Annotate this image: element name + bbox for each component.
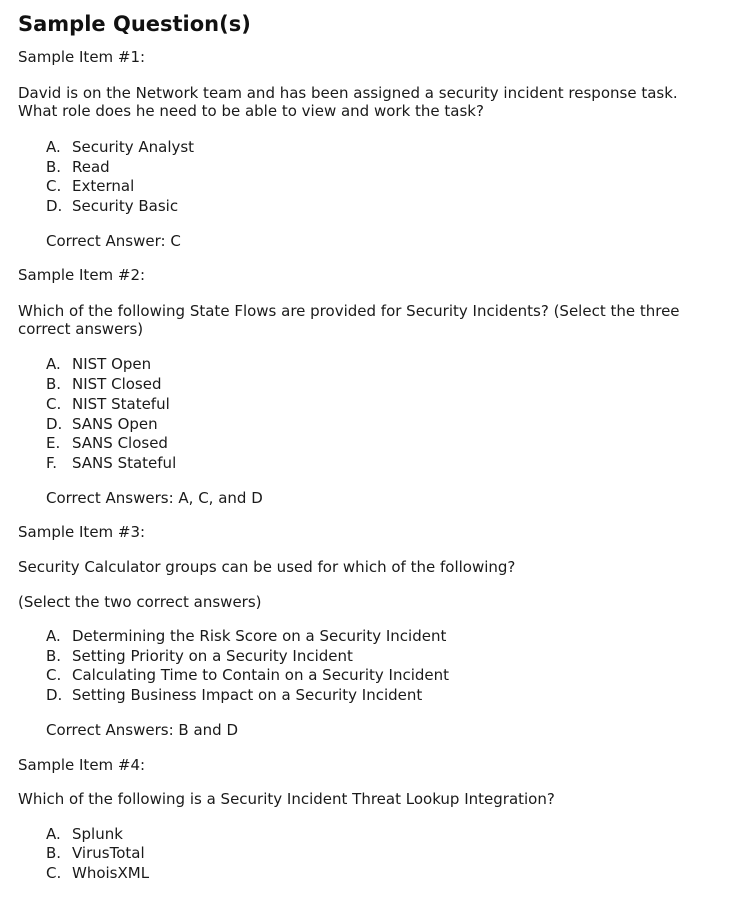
option-text: WhoisXML xyxy=(72,864,150,882)
question-text: David is on the Network team and has been assigned a security incident response task. xyxy=(18,84,678,102)
option-letter: C. xyxy=(46,666,62,684)
item-heading: Sample Item #1: xyxy=(18,48,146,66)
option-letter: D. xyxy=(46,415,63,433)
question-text: What role does he need to be able to view and work the task? xyxy=(18,102,484,120)
answer-option xyxy=(46,177,134,196)
option-letter: B. xyxy=(46,375,62,393)
answer-option xyxy=(46,158,110,177)
answer-option xyxy=(46,375,161,394)
option-text: VirusTotal xyxy=(72,844,145,862)
answer-option xyxy=(46,647,353,666)
option-text: SANS Stateful xyxy=(72,454,177,472)
item-heading: Sample Item #4: xyxy=(18,756,146,774)
answer-option xyxy=(46,844,145,863)
option-letter: C. xyxy=(46,864,62,882)
option-text: SANS Open xyxy=(72,415,158,433)
answer-option xyxy=(46,825,123,844)
option-text: Setting Business Impact on a Security Incident xyxy=(72,686,423,704)
option-text: Determining the Risk Score on a Security Incident xyxy=(72,627,447,645)
answer-option xyxy=(46,415,158,434)
answer-option xyxy=(46,395,170,414)
correct-answer: Correct Answer: C xyxy=(46,232,181,250)
question-text: Which of the following is a Security Incident Threat Lookup Integration? xyxy=(18,790,555,808)
option-letter: E. xyxy=(46,434,61,452)
option-letter: A. xyxy=(46,627,61,645)
item-heading: Sample Item #2: xyxy=(18,266,146,284)
answer-option xyxy=(46,197,178,216)
question-text: Which of the following State Flows are provided for Security Incidents? (Select the three xyxy=(18,302,680,320)
question-text: Security Calculator groups can be used for which of the following? xyxy=(18,558,516,576)
option-letter: B. xyxy=(46,647,62,665)
option-text: NIST Open xyxy=(72,355,152,373)
option-letter: C. xyxy=(46,395,62,413)
option-text: External xyxy=(72,177,135,195)
option-text: Read xyxy=(72,158,110,176)
item-heading: Sample Item #3: xyxy=(18,523,146,541)
answer-option xyxy=(46,864,149,883)
option-text: Calculating Time to Contain on a Security Incident xyxy=(72,666,450,684)
correct-answer: Correct Answers: A, C, and D xyxy=(46,489,263,507)
answer-option xyxy=(46,434,168,453)
correct-answer: Correct Answers: B and D xyxy=(46,721,238,739)
option-letter: B. xyxy=(46,158,62,176)
option-text: Security Basic xyxy=(72,197,179,215)
option-letter: D. xyxy=(46,686,63,704)
answer-option xyxy=(46,666,449,685)
option-letter: A. xyxy=(46,138,61,156)
answer-option xyxy=(46,355,151,374)
option-text: SANS Closed xyxy=(72,434,168,452)
answer-option xyxy=(46,686,422,705)
option-letter: A. xyxy=(46,355,61,373)
option-letter: F. xyxy=(46,454,57,472)
option-letter: D. xyxy=(46,197,63,215)
answer-option xyxy=(46,138,194,157)
option-text: Security Analyst xyxy=(72,138,195,156)
question-text: correct answers) xyxy=(18,320,144,338)
option-text: NIST Closed xyxy=(72,375,162,393)
option-text: NIST Stateful xyxy=(72,395,170,413)
option-letter: B. xyxy=(46,844,62,862)
page-title: Sample Question(s) xyxy=(18,12,251,36)
option-letter: C. xyxy=(46,177,62,195)
option-letter: A. xyxy=(46,825,61,843)
option-text: Splunk xyxy=(72,825,123,843)
option-text: Setting Priority on a Security Incident xyxy=(72,647,353,665)
answer-option xyxy=(46,627,446,646)
question-note: (Select the two correct answers) xyxy=(18,593,262,611)
answer-option xyxy=(46,454,176,473)
